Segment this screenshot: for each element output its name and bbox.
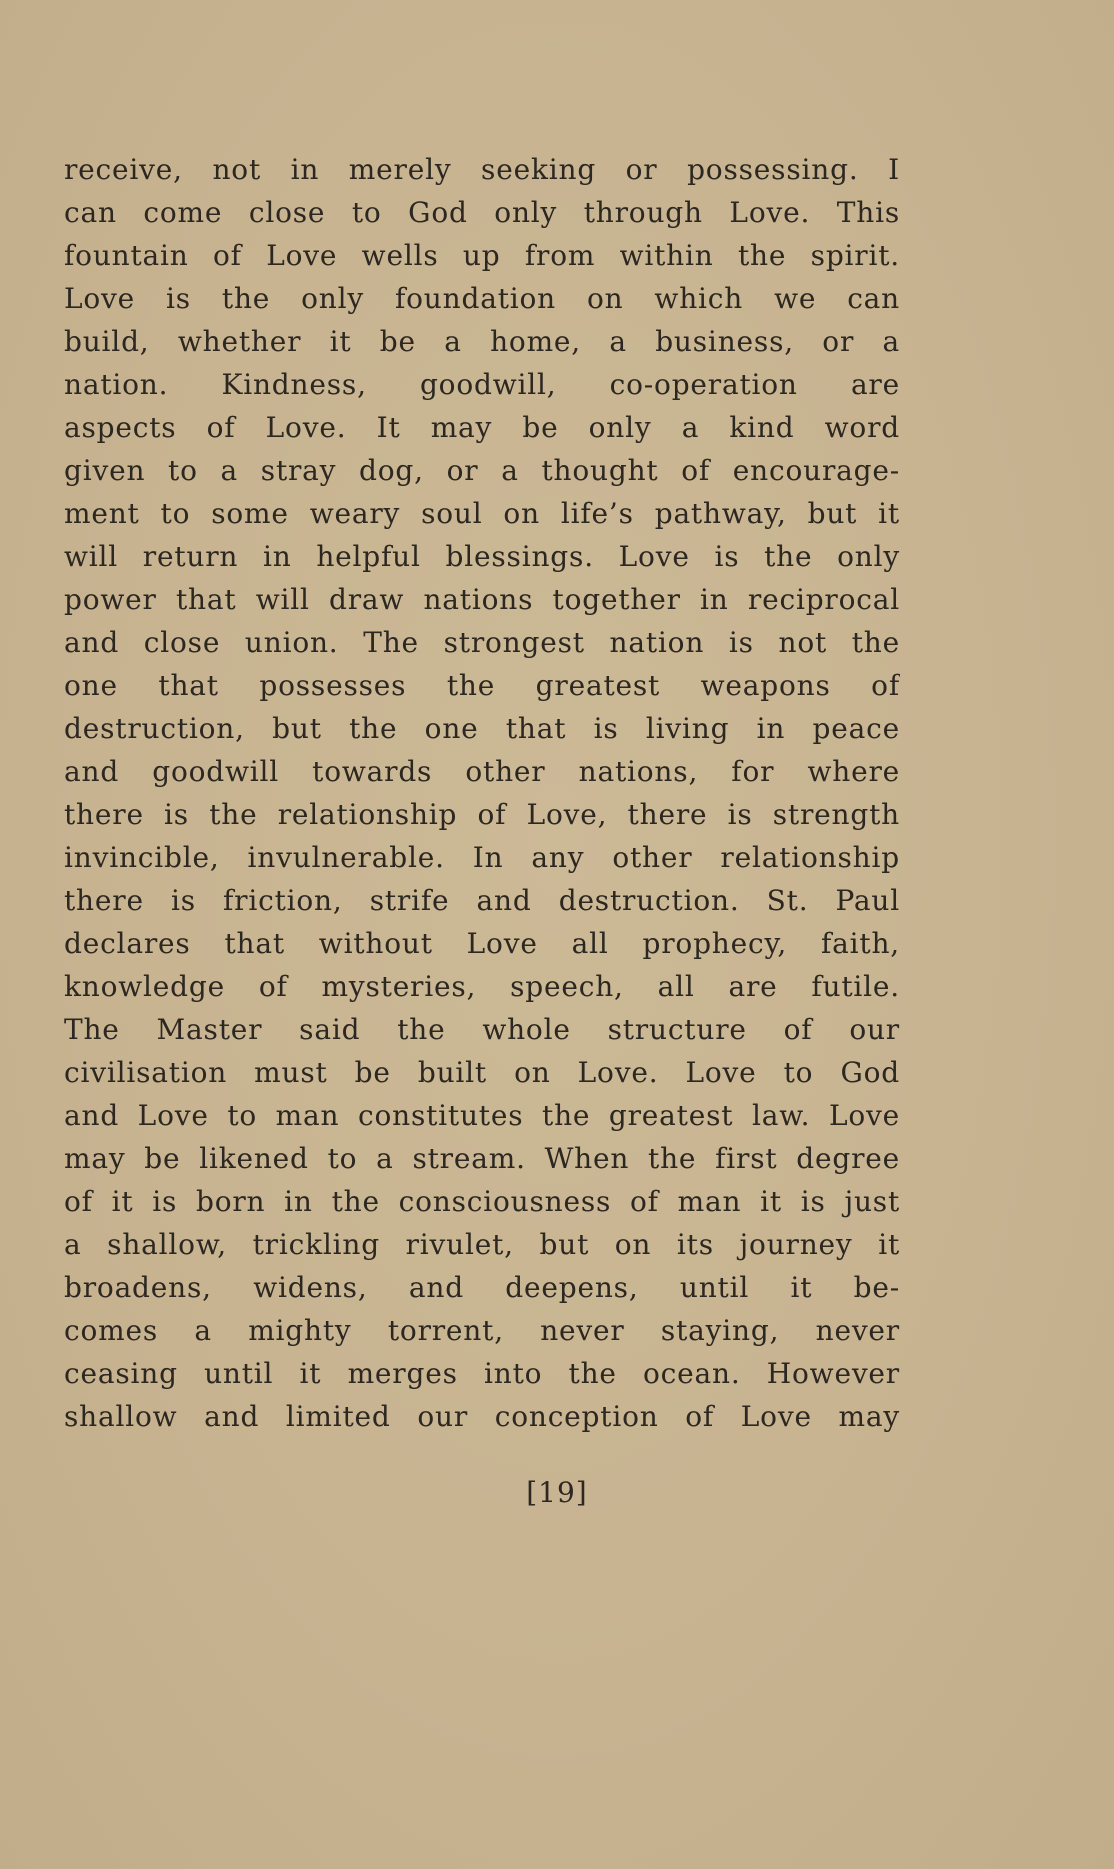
text-line: given to a stray dog, or a thought of encourage- [64, 454, 900, 487]
text-line: of it is born in the consciousness of man it is just [64, 1185, 900, 1218]
text-line: a shallow, trickling rivulet, but on its journey it [64, 1228, 900, 1261]
text-line: The Master said the whole structure of our [64, 1013, 900, 1046]
text-line: can come close to God only through Love. This [64, 196, 900, 229]
text-line: build, whether it be a home, a business, or a [64, 325, 900, 358]
text-line: aspects of Love. It may be only a kind word [64, 411, 900, 444]
page-number: [19] [526, 1476, 588, 1509]
text-line: there is friction, strife and destruction. St. Paul [64, 884, 900, 917]
text-line: nation. Kindness, goodwill, co-operation are [64, 368, 900, 401]
text-line: civilisation must be built on Love. Love to God [64, 1056, 900, 1089]
text-line: fountain of Love wells up from within the spirit. [64, 239, 900, 272]
text-line: knowledge of mysteries, speech, all are futile. [64, 970, 900, 1003]
text-line: Love is the only foundation on which we can [64, 282, 900, 315]
text-line: and Love to man constitutes the greatest law. Love [64, 1099, 900, 1132]
text-line: receive, not in merely seeking or possessing. I [64, 153, 900, 186]
text-line: broadens, widens, and deepens, until it be- [64, 1271, 900, 1304]
text-line: destruction, but the one that is living in peace [64, 712, 900, 745]
text-line: one that possesses the greatest weapons of [64, 669, 900, 702]
text-line: shallow and limited our conception of Love may [64, 1400, 900, 1433]
text-line: will return in helpful blessings. Love is the only [64, 540, 900, 573]
text-line: ceasing until it merges into the ocean. However [64, 1357, 900, 1390]
text-line: declares that without Love all prophecy, faith, [64, 927, 900, 960]
text-line: invincible, invulnerable. In any other relationship [64, 841, 900, 874]
body-text [64, 148, 900, 1438]
text-line: and goodwill towards other nations, for where [64, 755, 900, 788]
text-line: and close union. The strongest nation is not the [64, 626, 900, 659]
text-line: may be likened to a stream. When the first degree [64, 1142, 900, 1175]
text-line: comes a mighty torrent, never staying, never [64, 1314, 900, 1347]
text-line: power that will draw nations together in reciprocal [64, 583, 900, 616]
text-line: ment to some weary soul on life’s pathway, but it [64, 497, 900, 530]
text-line: there is the relationship of Love, there is strength [64, 798, 900, 831]
